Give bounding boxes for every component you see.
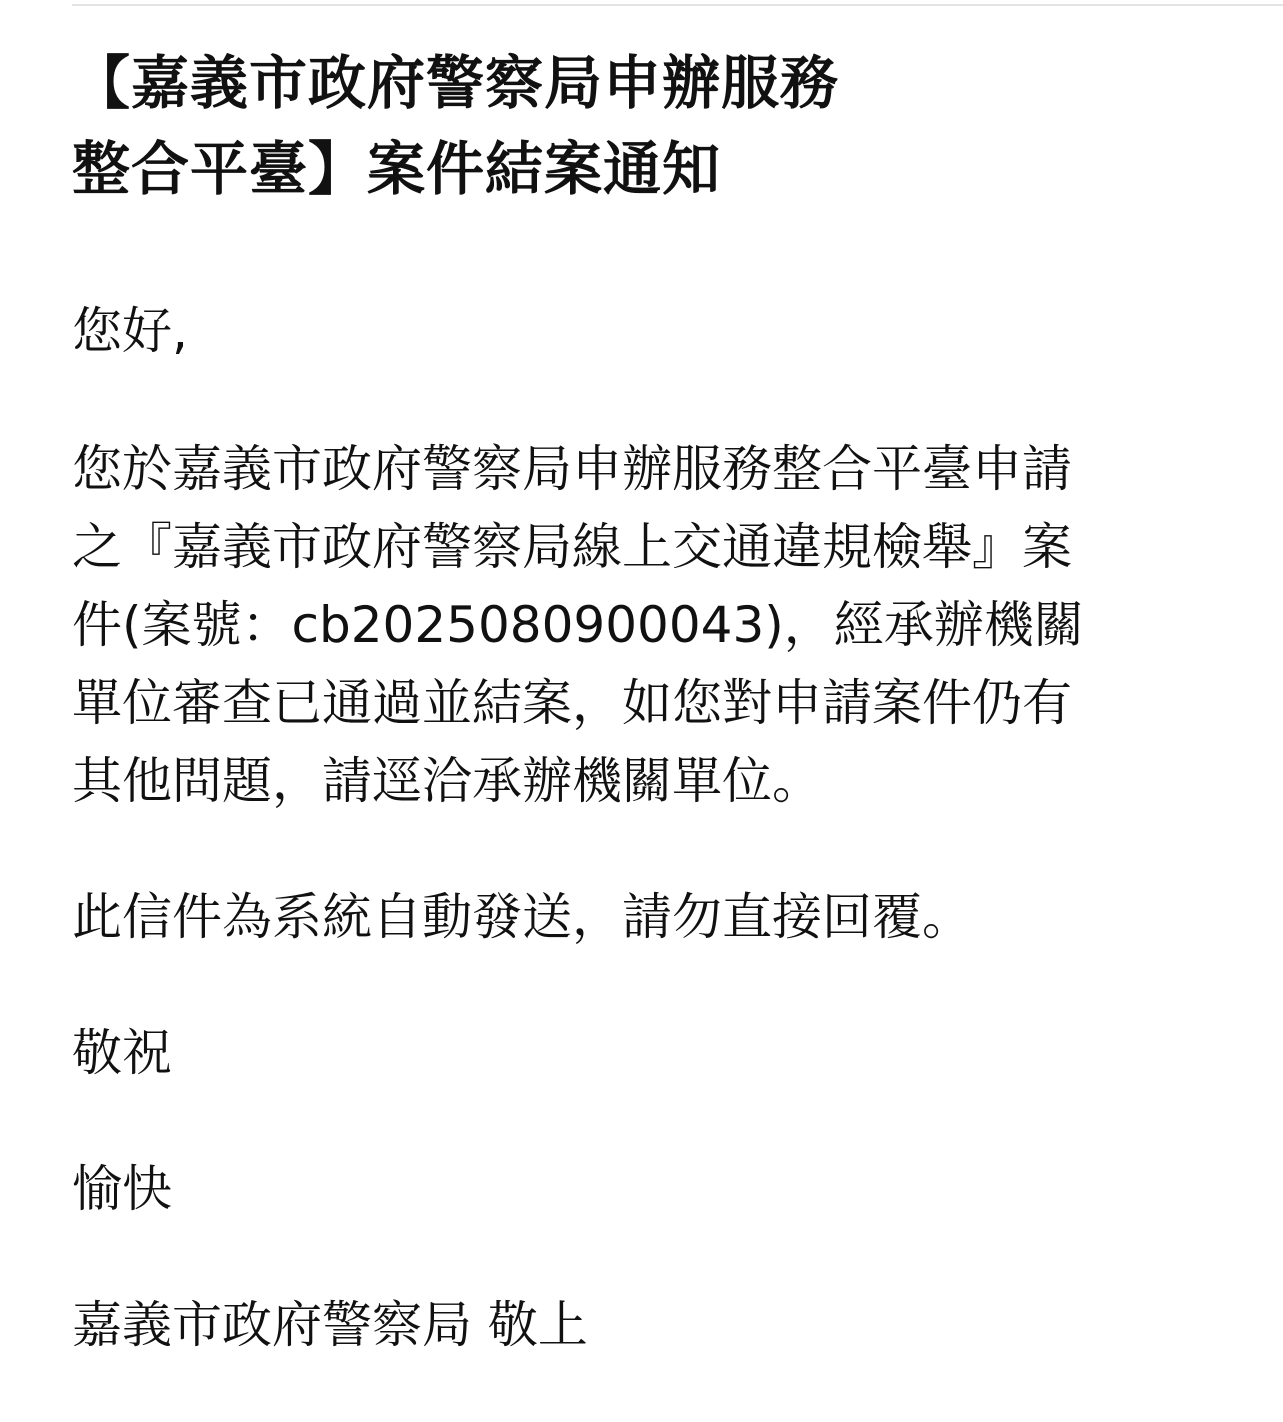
email-message (72, 40, 1172, 1422)
top-divider (72, 4, 1283, 6)
closing-line-2: 愉快 (72, 1160, 172, 1218)
body-line-3: 件(案號：cb2025080900043)，經承辦機關 (72, 596, 1084, 654)
email-body (72, 292, 1172, 1364)
body-line-4: 單位審查已通過並結案，如您對申請案件仍有 (72, 674, 1072, 732)
body-line-2: 之『嘉義市政府警察局線上交通違規檢舉』案 (72, 518, 1072, 576)
subject-line-1: 【嘉義市政府警察局申辦服務 (72, 49, 840, 117)
email-subject (72, 40, 1172, 212)
closing-line-1: 敬祝 (72, 1024, 172, 1082)
auto-send-notice: 此信件為系統自動發送，請勿直接回覆。 (72, 888, 972, 946)
subject-line-2: 整合平臺】案件結案通知 (72, 135, 722, 203)
signature: 嘉義市政府警察局 敬上 (72, 1296, 588, 1354)
greeting: 您好, (72, 302, 188, 360)
body-line-1: 您於嘉義市政府警察局申辦服務整合平臺申請 (72, 440, 1072, 498)
main-paragraph (72, 430, 1172, 820)
body-line-5: 其他問題，請逕洽承辦機關單位。 (72, 752, 822, 810)
